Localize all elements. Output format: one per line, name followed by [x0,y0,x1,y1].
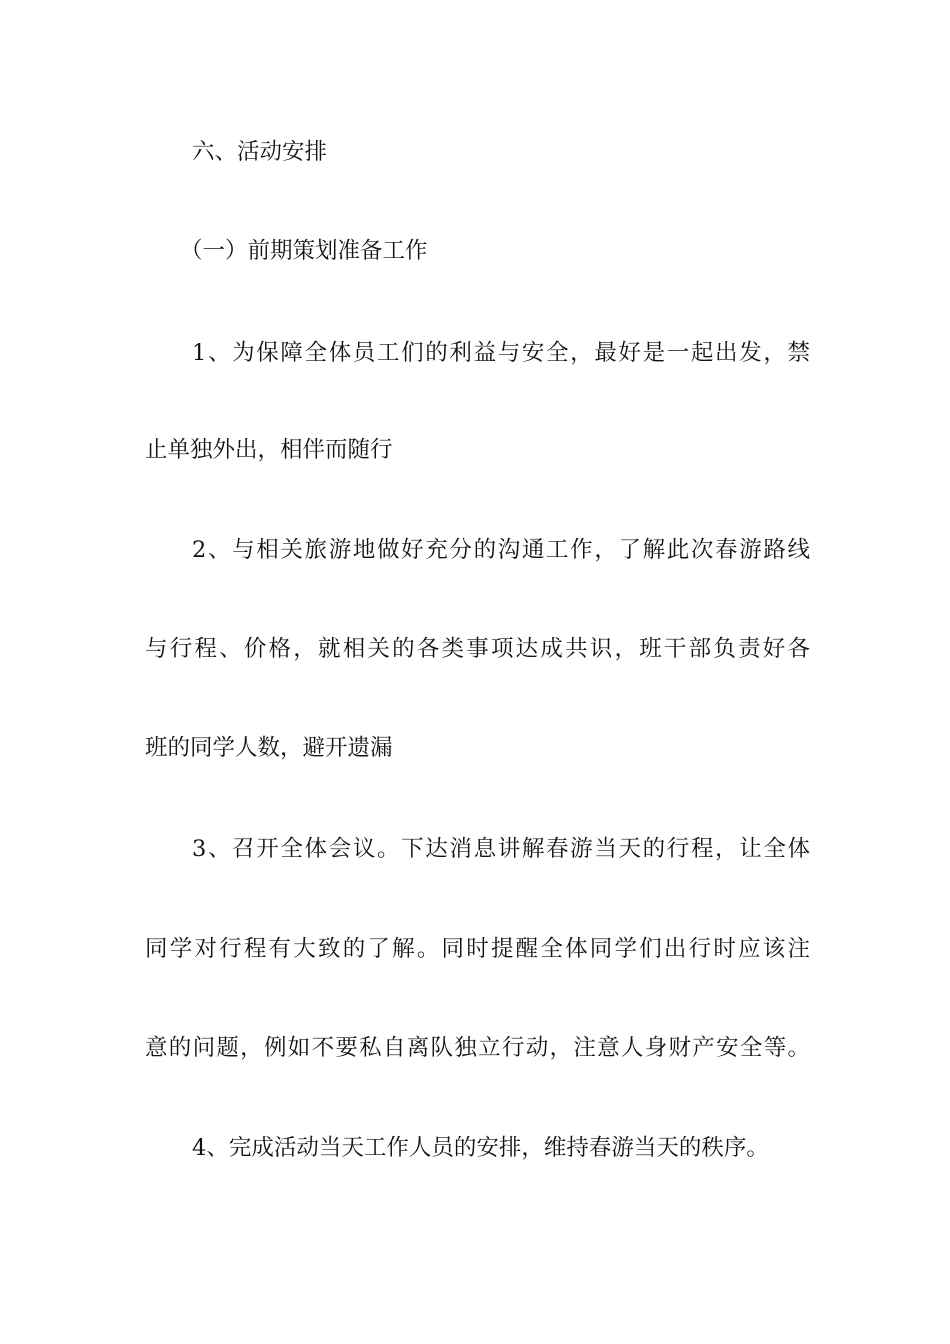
paragraph-line: 2、与相关旅游地做好充分的沟通工作，了解此次春游路线 [192,537,810,563]
paragraph-line: 与行程、价格，就相关的各类事项达成共识，班干部负责好各 [145,636,810,662]
paragraph-line: 同学对行程有大致的了解。同时提醒全体同学们出行时应该注 [145,936,810,962]
paragraph-line: 意的问题，例如不要私自离队独立行动，注意人身财产安全等。 [145,1035,810,1061]
paragraph-line: 3、召开全体会议。下达消息讲解春游当天的行程，让全体 [192,836,810,862]
paragraph-line: 4、完成活动当天工作人员的安排，维持春游当天的秩序。 [192,1135,769,1161]
subsection-heading: （一）前期策划准备工作 [180,238,428,264]
paragraph-line: 班的同学人数，避开遗漏 [145,735,393,761]
paragraph-line: 止单独外出，相伴而随行 [145,437,393,463]
section-heading: 六、活动安排 [192,139,328,165]
paragraph-line: 1、为保障全体员工们的利益与安全，最好是一起出发，禁 [192,340,810,366]
